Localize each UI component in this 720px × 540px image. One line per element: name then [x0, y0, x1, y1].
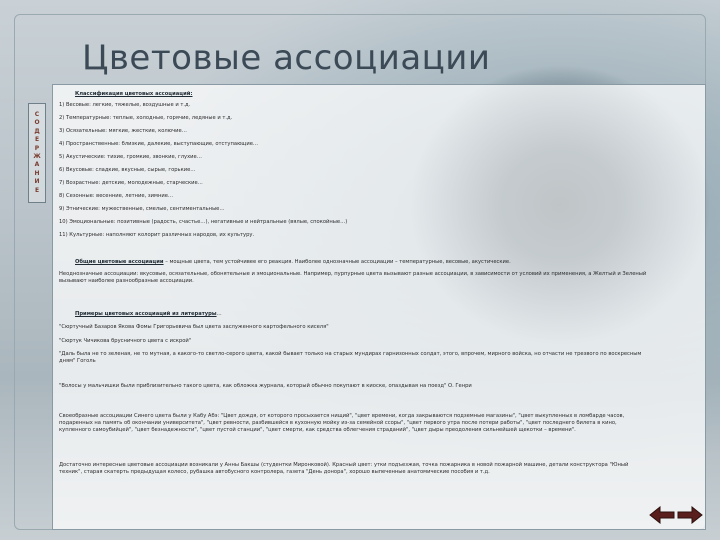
list-item: 1) Весовые: легкие, тяжелые, воздушные и т.д. — [59, 102, 191, 108]
list-item: 7) Возрастные: детские, молодежные, старческие… — [59, 180, 203, 186]
final-paragraph: Достаточно интересные цветовые ассоциации возникали у Анны Бакшы (студентки Миронковой). Красный цвет: утки подъезжая, точка пожарника в новой пожарной машине, детали конструктора "Юный техник", старая скатерть предыдущая колесо, рубашка автобусного контролера, газета "День донора", хорошо выпеченные анатомические пособия и т.д. — [59, 462, 629, 475]
literature-paragraph — [75, 311, 222, 318]
list-item: 9) Этнические: мужественные, смелые, сентиментальные… — [59, 206, 225, 212]
list-item: 8) Сезонные: весенние, летние, зимние… — [59, 193, 174, 199]
contents-sidebar[interactable] — [28, 103, 46, 203]
side-letter: Н — [34, 169, 40, 177]
general-text: – мощные цвета, тем устойчивее его реакция. Наиболее однозначные ассоциации – температурные, весовые, акустические. — [163, 259, 511, 265]
side-letter: А — [34, 161, 40, 169]
arrow-right-icon — [677, 506, 703, 524]
side-letter: С — [34, 110, 40, 118]
list-item: 10) Эмоциональные: позитивные (радость, счастье…), негативные и нейтральные (вялые, спокойные…) — [59, 219, 348, 225]
side-letter: О — [34, 119, 40, 127]
side-letter: И — [34, 178, 40, 186]
quote: "Даль была не то зеленая, не то мутная, а какого-то светло-серого цвета, какой бывает только на старых мундирах гарнизонных солдат, этого, впрочем, мирного войска, но отчасти не трезвого по воскресным дням" Гоголь — [59, 351, 642, 364]
list-item: 4) Пространственные: близкие, далекие, выступающие, отступающие… — [59, 141, 259, 147]
ambiguous-paragraph: Неоднозначные ассоциации: вкусовые, осязательные, обонятельные и эмоциональные. Например, пурпурные цвета вызывают разные ассоциации, в зависимости от условий их применения, а Желтый и Зеленый вызывают наиболее разнообразные ассоциации. — [59, 271, 647, 284]
general-paragraph — [75, 259, 511, 266]
next-slide-button[interactable] — [676, 505, 704, 525]
list-item: 3) Осязательные: мягкие, жесткие, колючие… — [59, 128, 187, 134]
general-heading: Общие цветовые ассоциации — [75, 259, 164, 265]
side-letter: Е — [34, 136, 40, 144]
quote: "Сюртучный Базаров Якова Фомы Григорьевича был цвета заслуженного картофельного киселя" — [59, 324, 329, 330]
arrow-left-icon — [649, 506, 675, 524]
list-item: 6) Вкусовые: сладкие, вкусные, сырые, горькие… — [59, 167, 196, 173]
prev-slide-button[interactable] — [648, 505, 676, 525]
side-letter: Ж — [33, 153, 41, 160]
content-box — [52, 84, 706, 530]
side-letter: Р — [34, 144, 40, 152]
page-title: Цветовые ассоциации — [82, 38, 491, 78]
summary-paragraph: Своеобразные ассоциации Синего цвета были у Кабу Абэ: "Цвет дождя, от которого просыхается нищий", "цвет времени, когда закрываются подземные магазины", "цвет выкупленных в ломбарде часов, подаренных на память об окончании университета", "цвет ревности, разбившейся в кухонную мойку из-за семейной ссоры", "цвет первого утра после потери работы", "цвет последнего билета в кино, купленного самоубийцей", "цвет безнадежности", "цвет пустой станции", "цвет смерти, как средства облегчения страданий", "цвет дыры преодоления сильнейшей щекотки – времени". — [59, 413, 625, 433]
quote: "Волосы у мальчишки были приблизительно такого цвета, как обложка журнала, который обычно покупают в киоске, опаздывая на поезд" О. Генри — [59, 383, 472, 389]
list-item: 2) Температурные: теплые, холодные, горячие, ледяные и т.д. — [59, 115, 233, 121]
list-item: 5) Акустические: тихие, громкие, звонкие, глухие… — [59, 154, 202, 160]
side-letter: Д — [34, 127, 40, 135]
literature-heading: Примеры цветовых ассоциаций из литературы — [75, 311, 217, 317]
classification-heading: Классификация цветовых ассоциаций: — [75, 91, 193, 97]
side-letter: Е — [34, 186, 40, 194]
literature-tail: … — [216, 311, 222, 317]
list-item: 11) Культурные: наполняют колорит различных народов, их культуру. — [59, 232, 255, 238]
quote: "Сюртук Чичикова брусничного цвета с искрой" — [59, 338, 192, 344]
